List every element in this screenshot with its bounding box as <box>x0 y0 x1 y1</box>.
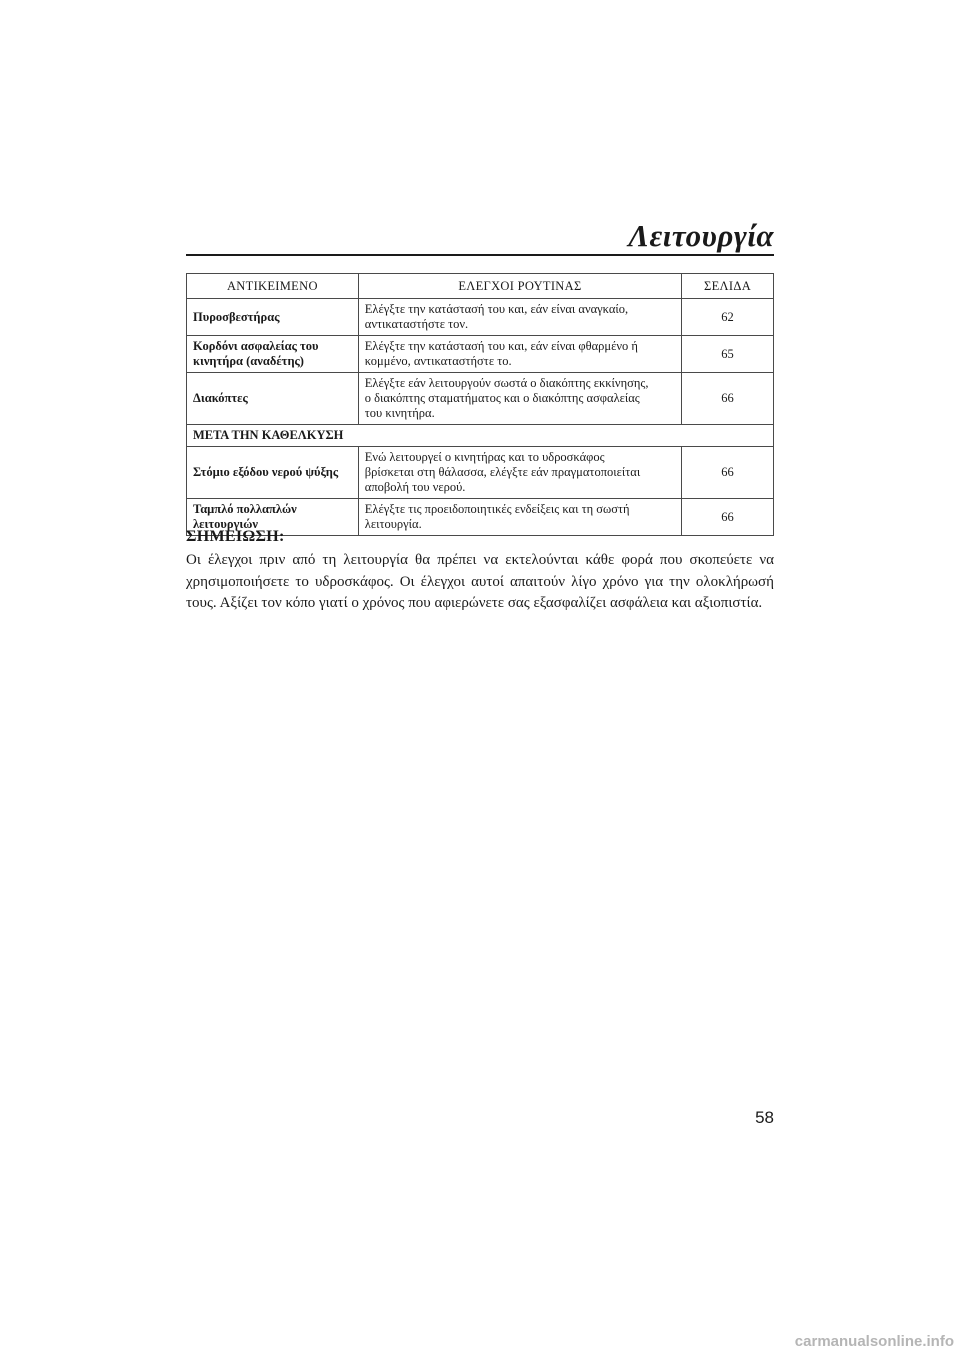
check-cell <box>358 336 681 373</box>
item-cell <box>187 373 359 425</box>
note-text: Οι έλεγχοι πριν από τη λειτουργία θα πρέπει να εκτελούνται κάθε φορά που σκοπεύετε να χρησιμοποιήσετε το υδροσκάφος. Οι έλεγχοι αυτοί απαιτούν λίγο χρόνο για την ολοκλήρωσή τους. Αξίζει τον κόπο γιατί ο χρόνος που αφιερώνετε σας εξασφαλίζει ασφάλεια και αξιοπιστία. <box>186 552 774 611</box>
check-line: Ελέγξτε τις προειδοποιητικές ενδείξεις και τη σωστή <box>364 502 630 516</box>
column-header-page: ΣΕΛΙΔΑ <box>682 274 774 299</box>
section-title: Λειτουργία <box>628 218 774 253</box>
column-header-item: ΑΝΤΙΚΕΙΜΕΝΟ <box>187 274 359 299</box>
item-line: Κορδόνι ασφαλείας του <box>193 339 319 353</box>
check-line: του κινητήρα. <box>364 406 435 420</box>
item-cell <box>187 447 359 499</box>
item-line: Διακόπτες <box>193 391 248 405</box>
item-line: λειτουργιών <box>193 517 258 531</box>
routine-checks-table <box>186 273 774 536</box>
item-line: Ταμπλό πολλαπλών <box>193 502 297 516</box>
check-cell <box>358 447 681 499</box>
check-line: αποβολή του νερού. <box>364 480 466 494</box>
check-line: Ενώ λειτουργεί ο κινητήρας και το υδροσκάφος <box>364 450 605 464</box>
item-line: Πυροσβεστήρας <box>193 309 280 324</box>
check-line: αντικαταστήστε τον. <box>364 317 469 331</box>
check-cell <box>358 499 681 536</box>
table-row <box>187 299 774 336</box>
check-line: βρίσκεται στη θάλασσα, ελέγξτε εάν πραγματοποιείται <box>364 465 641 479</box>
table-row <box>187 373 774 425</box>
page-cell: 65 <box>682 336 774 373</box>
page-cell: 66 <box>682 373 774 425</box>
page-cell: 66 <box>682 447 774 499</box>
item-cell <box>187 299 359 336</box>
check-cell <box>358 373 681 425</box>
item-line: Στόμιο εξόδου νερού ψύξης <box>193 465 339 479</box>
check-line: Ελέγξτε την κατάστασή του και, εάν είναι αναγκαίο, <box>364 302 629 316</box>
table-header-row <box>187 274 774 299</box>
note-heading: ΣΗΜΕΙΩΣΗ: <box>186 528 285 545</box>
column-header-checks: ΕΛΕΓΧΟΙ ΡΟΥΤΙΝΑΣ <box>358 274 681 299</box>
check-line: Ελέγξτε εάν λειτουργούν σωστά ο διακόπτης εκκίνησης, <box>364 376 649 390</box>
check-line: Ελέγξτε την κατάστασή του και, εάν είναι φθαρμένο ή <box>364 339 638 353</box>
check-line: λειτουργία. <box>364 517 422 531</box>
item-line: κινητήρα (αναδέτης) <box>193 354 304 368</box>
group-heading: ΜΕΤΑ ΤΗΝ ΚΑΘΕΛΚΥΣΗ <box>187 425 774 447</box>
check-line: ο διακόπτης σταματήματος και ο διακόπτης ασφαλείας <box>364 391 640 405</box>
group-heading-row <box>187 425 774 447</box>
check-cell <box>358 299 681 336</box>
title-rule <box>186 254 774 256</box>
page-cell: 62 <box>682 299 774 336</box>
page-number: 58 <box>755 1108 774 1127</box>
item-cell <box>187 336 359 373</box>
table-row <box>187 447 774 499</box>
watermark: carmanualsonline.info <box>794 1333 954 1350</box>
table-row <box>187 336 774 373</box>
page-cell: 66 <box>682 499 774 536</box>
check-line: κομμένο, αντικαταστήστε το. <box>364 354 512 368</box>
